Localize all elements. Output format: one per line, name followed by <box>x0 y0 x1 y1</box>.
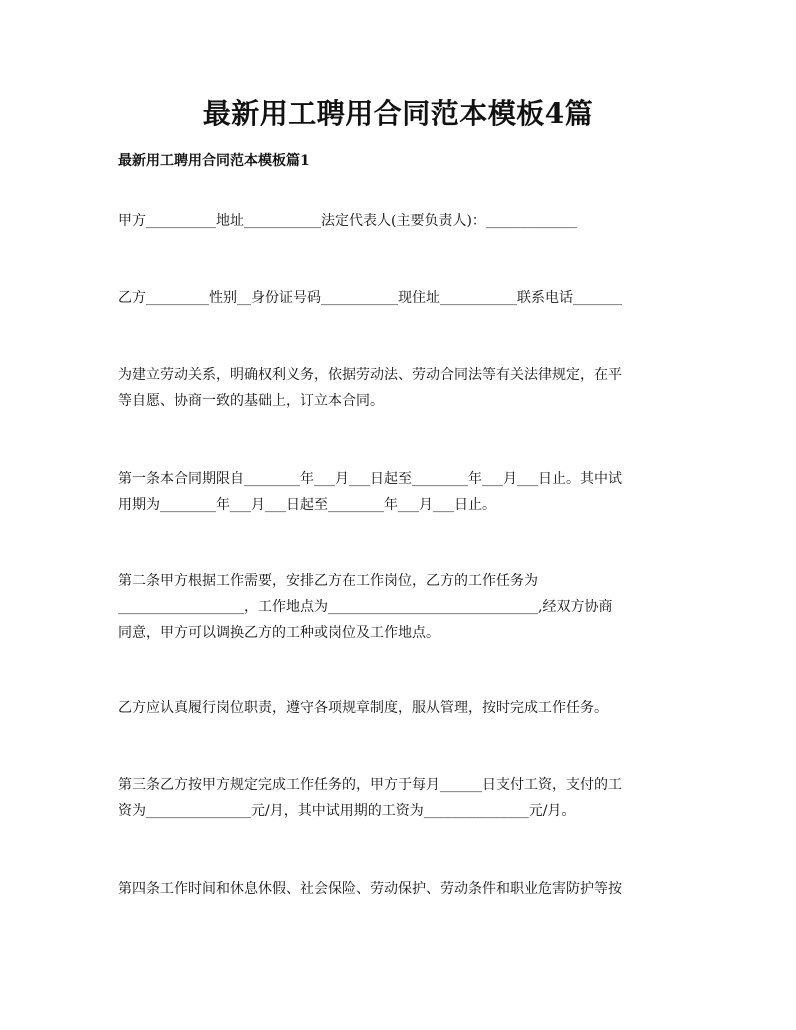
text-line: 第三条乙方按甲方规定完成工作任务的，甲方于每月______日支付工资，支付的工 <box>118 777 622 793</box>
text-line: 第四条工作时间和休息休假、社会保险、劳动保护、劳动条件和职业危害防护等按 <box>118 881 622 897</box>
text-line: 第二条甲方根据工作需要，安排乙方在工作岗位，乙方的工作任务为 <box>118 573 538 589</box>
text-line: 同意，甲方可以调换乙方的工种或岗位及工作地点。 <box>118 625 440 641</box>
text-line: 第一条本合同期限自________年___月___日起至________年___月___日止。其中试 <box>118 471 622 487</box>
preamble-paragraph <box>118 362 680 414</box>
text-line: 资为_______________元/月，其中试用期的工资为_______________元/月。 <box>118 803 576 819</box>
text-line: 乙方应认真履行岗位职责，遵守各项规章制度，服从管理，按时完成工作任务。 <box>118 700 608 716</box>
party-a-line <box>118 208 680 234</box>
text-line: 乙方_________性别__身份证号码___________现住址___________联系电话_______ <box>118 290 622 306</box>
text-line: 为建立劳动关系，明确权利义务，依据劳动法、劳动合同法等有关法律规定，在平 <box>118 367 622 383</box>
text-line: 等自愿、协商一致的基础上，订立本合同。 <box>118 393 384 409</box>
text-line: 甲方__________地址___________法定代表人(主要负责人)：_____________ <box>118 213 577 229</box>
section-heading: 最新用工聘用合同范本模板篇1 <box>118 153 310 169</box>
party-b-line <box>118 285 680 311</box>
text-line: 用期为________年___月___日起至________年___月___日止。 <box>118 497 496 513</box>
article-2-paragraph <box>118 568 680 646</box>
duties-paragraph <box>118 695 680 721</box>
article-1-paragraph <box>118 466 680 518</box>
article-4-paragraph <box>118 876 680 902</box>
document-title: 最新用工聘用合同范本模板4篇 <box>202 97 594 130</box>
text-line: __________________，工作地点为______________________________,经双方协商 <box>118 599 613 615</box>
article-3-paragraph <box>118 772 680 824</box>
